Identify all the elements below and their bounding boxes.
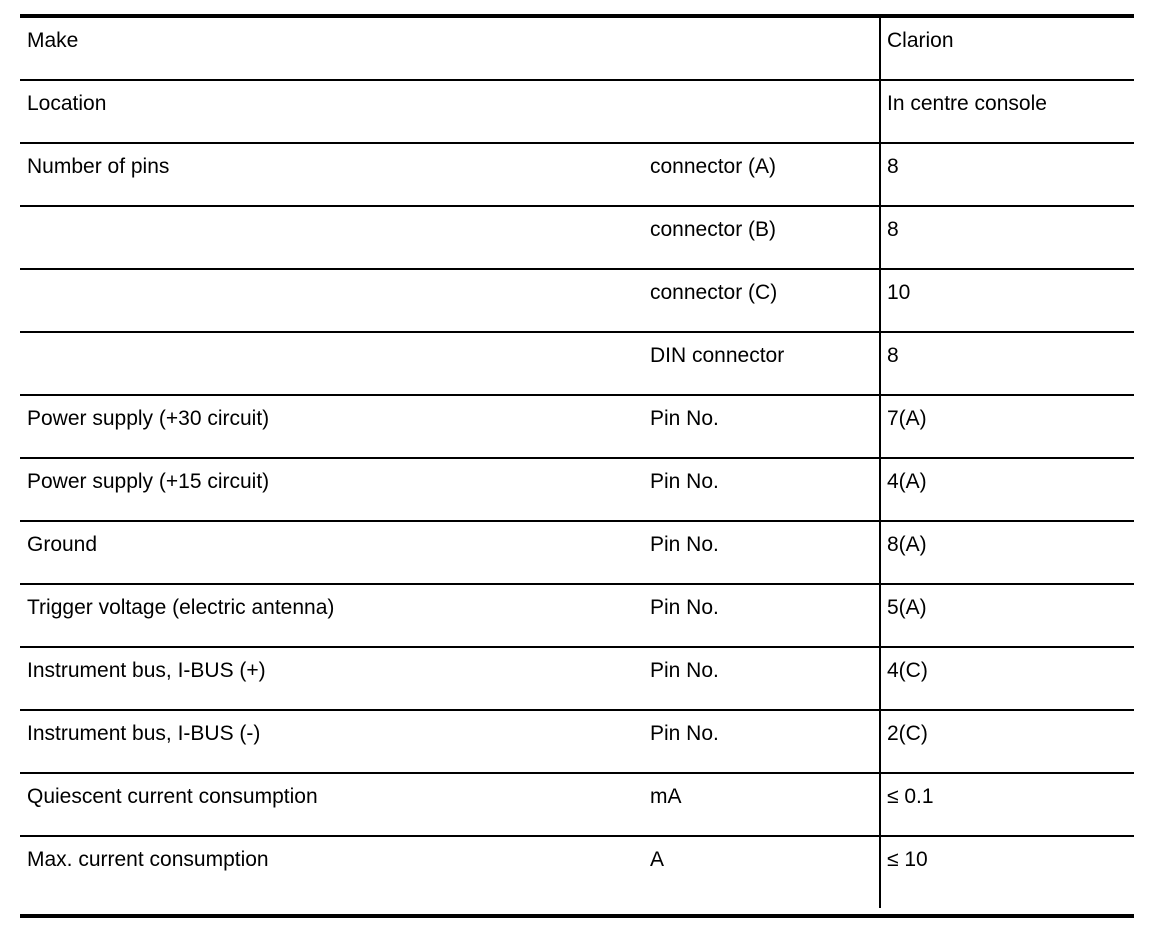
row-value: 8 [887,218,899,241]
table-row [20,837,1134,900]
row-qualifier: connector (B) [650,218,777,241]
table-row [20,81,1134,144]
row-value: 4(C) [887,659,928,682]
row-label: Instrument bus, I-BUS (+) [27,659,266,682]
row-value: 8 [887,344,899,367]
table-row [20,648,1134,711]
row-qualifier: connector (A) [650,155,777,178]
table-row [20,774,1134,837]
row-label: Trigger voltage (electric antenna) [27,596,335,619]
row-qualifier: Pin No. [650,470,719,493]
row-value: Clarion [887,29,954,52]
row-qualifier: A [650,848,665,871]
row-value: ≤ 0.1 [887,785,934,808]
row-qualifier: Pin No. [650,596,719,619]
row-qualifier: DIN connector [650,344,785,367]
row-qualifier: Pin No. [650,659,719,682]
row-value: 2(C) [887,722,928,745]
row-value: 7(A) [887,407,927,430]
table-row [20,270,1134,333]
table-row [20,207,1134,270]
row-qualifier: Pin No. [650,722,719,745]
table-bottom-rule [20,914,1134,918]
table-row [20,522,1134,585]
row-qualifier: mA [650,785,682,808]
row-label: Power supply (+15 circuit) [27,470,270,493]
table-row [20,396,1134,459]
table-row [20,585,1134,648]
table-row [20,333,1134,396]
row-label: Make [27,29,79,52]
row-value: In centre console [887,92,1047,115]
row-value: 4(A) [887,470,927,493]
row-value: 10 [887,281,911,304]
table-row [20,459,1134,522]
row-label: Number of pins [27,155,170,178]
table-row [20,711,1134,774]
row-label: Quiescent current consumption [27,785,318,808]
row-label: Power supply (+30 circuit) [27,407,270,430]
row-qualifier: Pin No. [650,407,719,430]
table-row [20,18,1134,81]
table-row [20,144,1134,207]
row-qualifier: connector (C) [650,281,778,304]
value-column-divider [879,16,881,908]
row-label: Max. current consumption [27,848,269,871]
row-value: 8 [887,155,899,178]
row-value: 5(A) [887,596,927,619]
row-qualifier: Pin No. [650,533,719,556]
row-label: Location [27,92,107,115]
row-label: Instrument bus, I-BUS (-) [27,722,261,745]
row-value: ≤ 10 [887,848,928,871]
row-label: Ground [27,533,98,556]
row-value: 8(A) [887,533,927,556]
